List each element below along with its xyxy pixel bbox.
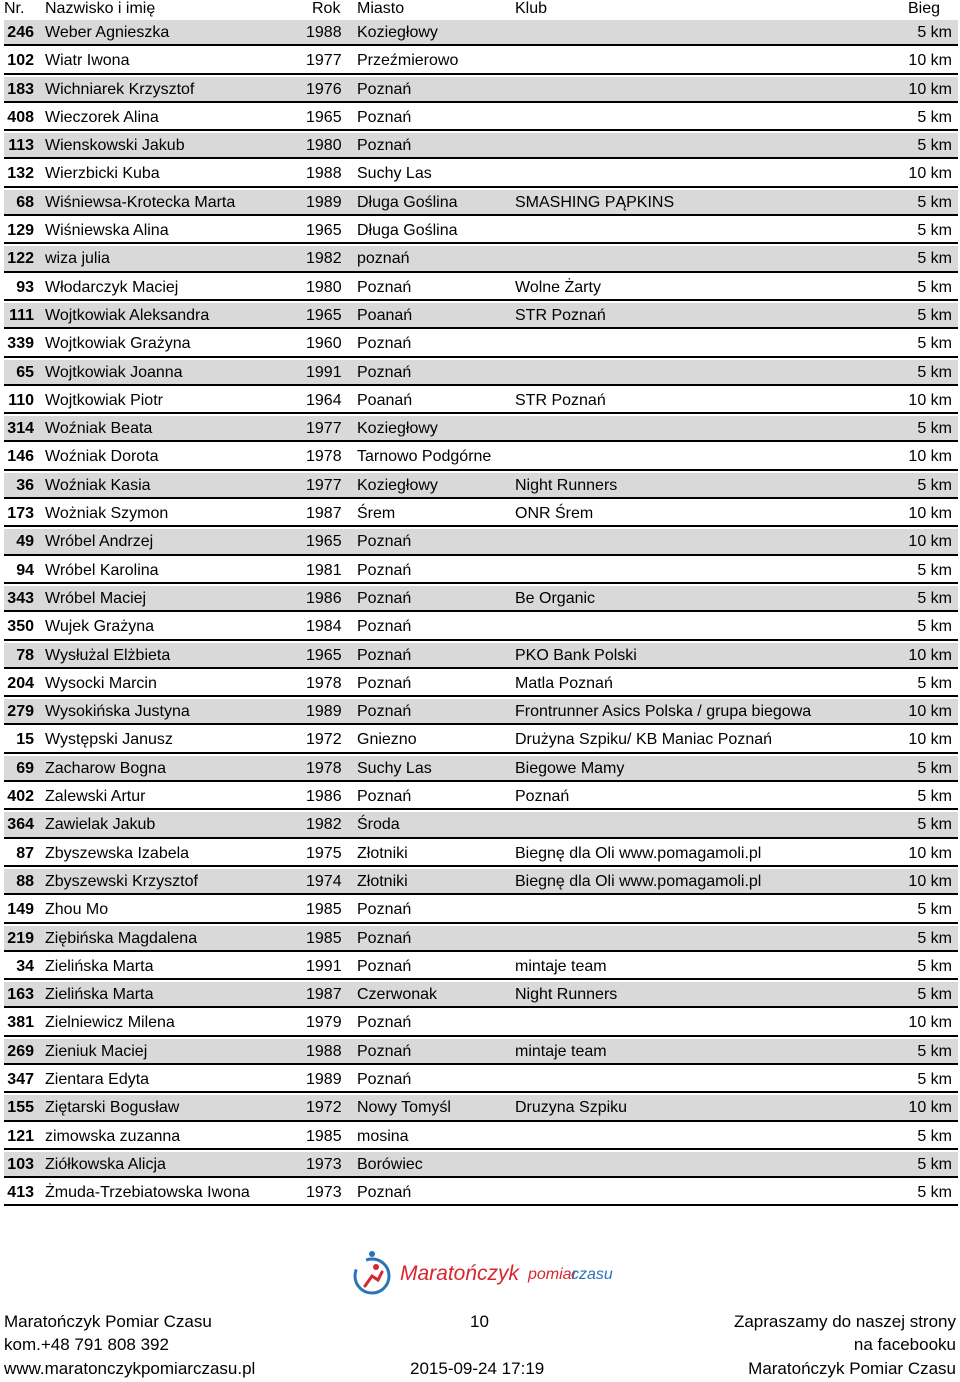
header-run: Bieg — [907, 0, 940, 17]
row-run: 5 km — [917, 108, 952, 126]
row-run: 10 km — [908, 80, 952, 98]
row-club: STR Poznań — [515, 391, 606, 409]
row-nr: 347 — [7, 1070, 34, 1088]
footer-phone: kom.+48 791 808 392 — [4, 1335, 169, 1354]
row-year: 1965 — [306, 306, 342, 324]
row-run: 5 km — [917, 901, 952, 919]
row-run: 5 km — [917, 957, 952, 975]
row-nr: 121 — [7, 1127, 34, 1145]
row-year: 1977 — [306, 420, 342, 438]
table-row — [4, 105, 958, 131]
row-city: Poznań — [357, 561, 412, 579]
row-year: 1989 — [306, 703, 342, 721]
row-nr: 402 — [7, 788, 34, 806]
row-city: mosina — [357, 1127, 409, 1145]
row-nr: 94 — [16, 561, 34, 579]
row-city: Koziegłowy — [357, 24, 438, 41]
row-year: 1978 — [306, 448, 342, 466]
row-nr: 219 — [7, 929, 34, 947]
table-row — [4, 558, 958, 584]
row-name: Wojtkowiak Piotr — [45, 391, 163, 409]
table-row — [4, 784, 958, 810]
row-run: 5 km — [917, 1070, 952, 1088]
row-nr: 129 — [7, 222, 34, 240]
row-city: Koziegłowy — [357, 476, 438, 494]
row-city: Poznań — [357, 80, 412, 98]
row-club: Wolne Żarty — [515, 278, 601, 296]
row-name: Wojtkowiak Joanna — [45, 363, 183, 381]
results-table — [4, 20, 958, 1208]
row-city: Poznań — [357, 1184, 412, 1202]
row-club: mintaje team — [515, 1042, 607, 1060]
row-city: Środa — [357, 816, 400, 834]
row-nr: 269 — [7, 1042, 34, 1060]
row-nr: 122 — [7, 250, 34, 268]
row-city: Poznań — [357, 363, 412, 381]
row-name: Ziółkowska Alicja — [45, 1155, 166, 1173]
table-row — [4, 869, 958, 895]
row-nr: 93 — [16, 278, 34, 296]
row-name: Wiśniewska Alina — [45, 222, 169, 240]
row-nr: 149 — [7, 901, 34, 919]
row-club: Matla Poznań — [515, 674, 613, 692]
row-nr: 132 — [7, 165, 34, 183]
logo-sub1: pomiar — [528, 1266, 577, 1283]
row-city: Poznań — [357, 674, 412, 692]
row-year: 1960 — [306, 335, 342, 353]
footer-company-right: Maratończyk Pomiar Czasu — [748, 1359, 956, 1378]
row-name: Wiśniewsa-Krotecka Marta — [45, 193, 236, 211]
row-run: 10 km — [908, 731, 952, 749]
row-name: Wysokińska Justyna — [45, 703, 190, 721]
row-run: 5 km — [917, 363, 952, 381]
row-city: Długa Goślina — [357, 222, 458, 240]
row-year: 1972 — [306, 731, 342, 749]
row-nr: 183 — [7, 80, 34, 98]
table-row — [4, 501, 958, 527]
row-city: Przeźmierowo — [357, 52, 459, 70]
logo-brand: Maratończyk — [400, 1262, 520, 1285]
row-year: 1973 — [306, 1155, 342, 1173]
row-name: Zacharow Bogna — [45, 759, 166, 777]
row-club: Night Runners — [515, 476, 618, 494]
row-run: 5 km — [917, 788, 952, 806]
row-nr: 408 — [7, 108, 34, 126]
table-row — [4, 48, 958, 74]
row-city: Poznań — [357, 278, 412, 296]
row-year: 1972 — [306, 1099, 342, 1117]
table-row — [4, 303, 958, 329]
table-row — [4, 360, 958, 386]
row-name: Wierzbicki Kuba — [45, 165, 160, 183]
maratonczyk-logo — [352, 1250, 612, 1298]
table-row — [4, 812, 958, 838]
table-row — [4, 529, 958, 555]
table-row — [4, 1010, 958, 1036]
table-row — [4, 614, 958, 640]
row-run: 5 km — [917, 618, 952, 636]
row-city: Śrem — [357, 505, 396, 523]
row-city: Złotniki — [357, 872, 408, 890]
row-nr: 102 — [7, 52, 34, 70]
row-city: Złotniki — [357, 844, 408, 862]
footer-datetime: 2015-09-24 17:19 — [410, 1359, 545, 1378]
row-club: Poznań — [515, 788, 570, 806]
row-city: Poanań — [357, 391, 413, 409]
row-club: Biegnę dla Oli www.pomagamoli.pl — [515, 844, 762, 862]
header-nr: Nr. — [4, 0, 25, 17]
row-year: 1965 — [306, 222, 342, 240]
row-year: 1974 — [306, 872, 342, 890]
row-name: Wiatr Iwona — [45, 52, 130, 70]
row-year: 1988 — [306, 165, 342, 183]
row-run: 5 km — [917, 929, 952, 947]
row-nr: 49 — [16, 533, 34, 551]
table-row — [4, 161, 958, 187]
row-nr: 364 — [7, 816, 34, 834]
row-nr: 155 — [7, 1099, 34, 1117]
row-name: Zawielak Jakub — [45, 816, 156, 834]
row-nr: 34 — [16, 957, 34, 975]
row-nr: 78 — [16, 646, 34, 664]
row-club: Be Organic — [515, 589, 596, 607]
row-year: 1985 — [306, 929, 342, 947]
row-name: Wieczorek Alina — [45, 108, 159, 126]
footer-page-number: 10 — [470, 1312, 489, 1331]
row-city: Poznań — [357, 929, 412, 947]
row-name: Wienskowski Jakub — [45, 137, 185, 155]
row-year: 1991 — [306, 363, 342, 381]
row-year: 1987 — [306, 505, 342, 523]
row-run: 5 km — [917, 335, 952, 353]
row-year: 1977 — [306, 52, 342, 70]
header-name: Nazwisko i imię — [45, 0, 156, 17]
row-club: ONR Śrem — [515, 505, 594, 523]
row-run: 5 km — [917, 306, 952, 324]
table-row — [4, 1152, 958, 1178]
row-city: Suchy Las — [357, 759, 432, 777]
row-run: 5 km — [917, 193, 952, 211]
row-run: 5 km — [917, 674, 952, 692]
row-name: Woźniak Dorota — [45, 448, 159, 466]
row-name: Ziębińska Magdalena — [45, 929, 198, 947]
row-nr: 68 — [16, 193, 34, 211]
row-city: Poanań — [357, 306, 413, 324]
row-city: Poznań — [357, 335, 412, 353]
row-city: Długa Goślina — [357, 193, 458, 211]
table-row — [4, 1067, 958, 1093]
row-nr: 413 — [7, 1184, 34, 1202]
row-year: 1982 — [306, 250, 342, 268]
row-nr: 111 — [9, 306, 34, 324]
row-year: 1985 — [306, 901, 342, 919]
table-row — [4, 1039, 958, 1065]
row-city: Koziegłowy — [357, 420, 438, 438]
row-run: 10 km — [908, 448, 952, 466]
table-row — [4, 77, 958, 103]
table-row — [4, 133, 958, 159]
row-year: 1978 — [306, 674, 342, 692]
row-nr: 204 — [7, 674, 34, 692]
row-run: 10 km — [908, 1014, 952, 1032]
row-run: 5 km — [917, 1155, 952, 1173]
row-run: 10 km — [908, 391, 952, 409]
row-club: PKO Bank Polski — [515, 646, 637, 664]
table-row — [4, 246, 958, 272]
row-run: 5 km — [917, 420, 952, 438]
table-row — [4, 444, 958, 470]
row-name: Wujek Grażyna — [45, 618, 155, 636]
row-name: Zielińska Marta — [45, 957, 154, 975]
row-city: poznań — [357, 250, 410, 268]
row-city: Gniezno — [357, 731, 417, 749]
row-club: Biegowe Mamy — [515, 759, 625, 777]
table-row — [4, 275, 958, 301]
row-run: 5 km — [917, 476, 952, 494]
row-city: Tarnowo Podgórne — [357, 448, 492, 466]
row-name: wiza julia — [45, 250, 110, 268]
row-name: Występski Janusz — [45, 731, 173, 749]
row-name: Zbyszewski Krzysztof — [45, 872, 198, 890]
row-year: 1987 — [306, 986, 342, 1004]
row-run: 10 km — [908, 505, 952, 523]
row-nr: 381 — [7, 1014, 34, 1032]
row-nr: 163 — [7, 986, 34, 1004]
table-row — [4, 982, 958, 1008]
row-name: Wysocki Marcin — [45, 674, 157, 692]
row-nr: 65 — [16, 363, 34, 381]
row-run: 5 km — [917, 561, 952, 579]
row-year: 1964 — [306, 391, 342, 409]
row-run: 5 km — [917, 222, 952, 240]
row-city: Poznań — [357, 1070, 412, 1088]
row-run: 10 km — [908, 844, 952, 862]
row-name: Zielniewicz Milena — [45, 1014, 175, 1032]
row-year: 1989 — [306, 1070, 342, 1088]
row-name: Woźniak Kasia — [45, 476, 151, 494]
row-nr: 350 — [7, 618, 34, 636]
row-name: Zalewski Artur — [45, 788, 146, 806]
table-row — [4, 897, 958, 923]
row-run: 5 km — [917, 250, 952, 268]
row-year: 1973 — [306, 1184, 342, 1202]
row-year: 1988 — [306, 1042, 342, 1060]
row-club: Night Runners — [515, 986, 618, 1004]
table-row — [4, 1124, 958, 1150]
row-run: 10 km — [908, 533, 952, 551]
row-year: 1991 — [306, 957, 342, 975]
row-run: 5 km — [917, 986, 952, 1004]
footer-facebook: na facebooku — [853, 1335, 956, 1354]
row-name: Zientara Edyta — [45, 1070, 150, 1088]
row-name: Weber Agnieszka — [45, 24, 170, 41]
row-year: 1985 — [306, 1127, 342, 1145]
row-nr: 246 — [7, 24, 34, 41]
row-nr: 87 — [16, 844, 34, 862]
row-club: SMASHING PĄPKINS — [515, 193, 675, 211]
row-name: Żmuda-Trzebiatowska Iwona — [45, 1184, 250, 1202]
table-header — [0, 0, 960, 20]
row-name: Wożniak Szymon — [45, 505, 169, 523]
row-city: Poznań — [357, 703, 412, 721]
row-run: 10 km — [908, 646, 952, 664]
row-name: Wróbel Maciej — [45, 589, 147, 607]
row-club: Frontrunner Asics Polska / grupa biegowa — [515, 703, 812, 721]
row-run: 5 km — [917, 816, 952, 834]
table-row — [4, 643, 958, 669]
row-nr: 339 — [7, 335, 34, 353]
row-nr: 110 — [8, 391, 34, 409]
row-name: Zbyszewska Izabela — [45, 844, 190, 862]
table-row — [4, 190, 958, 216]
row-nr: 173 — [7, 505, 34, 523]
row-name: Włodarczyk Maciej — [45, 278, 179, 296]
row-year: 1986 — [306, 589, 342, 607]
row-year: 1976 — [306, 80, 342, 98]
row-year: 1980 — [306, 278, 342, 296]
row-nr: 69 — [16, 759, 34, 777]
row-city: Poznań — [357, 1014, 412, 1032]
table-row — [4, 699, 958, 725]
table-row — [4, 218, 958, 244]
row-run: 10 km — [908, 872, 952, 890]
table-row — [4, 473, 958, 499]
row-city: Poznań — [357, 1042, 412, 1060]
table-row — [4, 841, 958, 867]
row-city: Poznań — [357, 957, 412, 975]
row-city: Poznań — [357, 589, 412, 607]
row-name: Woźniak Beata — [45, 420, 153, 438]
row-run: 10 km — [908, 1099, 952, 1117]
footer-website: www.maratonczykpomiarczasu.pl — [4, 1359, 256, 1378]
row-run: 10 km — [908, 165, 952, 183]
row-year: 1982 — [306, 816, 342, 834]
table-row — [4, 926, 958, 952]
row-city: Poznań — [357, 137, 412, 155]
row-nr: 279 — [7, 703, 34, 721]
footer-company: Maratończyk Pomiar Czasu — [4, 1312, 212, 1331]
row-year: 1980 — [306, 137, 342, 155]
table-row — [4, 756, 958, 782]
row-name: Wichniarek Krzysztof — [45, 80, 195, 98]
row-name: Zieniuk Maciej — [45, 1042, 148, 1060]
row-run: 5 km — [917, 24, 952, 41]
row-run: 10 km — [908, 703, 952, 721]
row-run: 5 km — [917, 1184, 952, 1202]
row-nr: 88 — [16, 872, 34, 890]
row-city: Poznań — [357, 901, 412, 919]
row-club: Drużyna Szpiku/ KB Maniac Poznań — [515, 731, 773, 749]
table-row — [4, 954, 958, 980]
row-run: 5 km — [917, 589, 952, 607]
row-year: 1988 — [306, 24, 342, 41]
table-row — [4, 1180, 958, 1206]
table-row — [4, 331, 958, 357]
header-city: Miasto — [357, 0, 405, 17]
row-year: 1977 — [306, 476, 342, 494]
footer-invite: Zapraszamy do naszej strony — [733, 1312, 956, 1331]
row-year: 1965 — [306, 646, 342, 664]
row-name: Zielińska Marta — [45, 986, 154, 1004]
table-row — [4, 388, 958, 414]
row-name: Wojtkowiak Grażyna — [45, 335, 191, 353]
row-name: Zhou Mo — [45, 901, 109, 919]
row-city: Poznań — [357, 533, 412, 551]
row-run: 5 km — [917, 1127, 952, 1145]
row-name: Wojtkowiak Aleksandra — [45, 306, 210, 324]
row-year: 1965 — [306, 533, 342, 551]
row-nr: 15 — [16, 731, 34, 749]
row-nr: 343 — [7, 589, 34, 607]
row-year: 1989 — [306, 193, 342, 211]
row-year: 1981 — [306, 561, 342, 579]
row-club: STR Poznań — [515, 306, 606, 324]
row-city: Borówiec — [357, 1155, 423, 1173]
row-year: 1986 — [306, 788, 342, 806]
row-run: 5 km — [917, 759, 952, 777]
row-name: Ziętarski Bogusław — [45, 1099, 180, 1117]
row-nr: 113 — [8, 137, 34, 155]
row-city: Poznań — [357, 108, 412, 126]
row-year: 1965 — [306, 108, 342, 126]
row-nr: 146 — [7, 448, 34, 466]
table-row — [4, 671, 958, 697]
row-club: mintaje team — [515, 957, 607, 975]
row-club: Biegnę dla Oli www.pomagamoli.pl — [515, 872, 762, 890]
row-city: Poznań — [357, 646, 412, 664]
row-run: 10 km — [908, 52, 952, 70]
row-city: Suchy Las — [357, 165, 432, 183]
table-row — [4, 727, 958, 753]
table-row — [4, 416, 958, 442]
row-nr: 103 — [7, 1155, 34, 1173]
row-year: 1984 — [306, 618, 342, 636]
row-name: Wróbel Karolina — [45, 561, 159, 579]
row-nr: 314 — [7, 420, 34, 438]
row-year: 1975 — [306, 844, 342, 862]
row-nr: 36 — [16, 476, 34, 494]
row-city: Poznań — [357, 788, 412, 806]
row-run: 5 km — [917, 1042, 952, 1060]
table-row — [4, 586, 958, 612]
row-city: Czerwonak — [357, 986, 438, 1004]
row-run: 5 km — [917, 137, 952, 155]
row-city: Nowy Tomyśl — [357, 1099, 451, 1117]
row-city: Poznań — [357, 618, 412, 636]
row-year: 1978 — [306, 759, 342, 777]
row-name: zimowska zuzanna — [45, 1127, 181, 1145]
table-row — [4, 20, 958, 46]
header-club: Klub — [515, 0, 548, 17]
header-year: Rok — [312, 0, 341, 17]
row-club: Druzyna Szpiku — [515, 1099, 628, 1117]
table-row — [4, 1095, 958, 1121]
row-name: Wysłużal Elżbieta — [45, 646, 171, 664]
row-name: Wróbel Andrzej — [45, 533, 154, 551]
row-year: 1979 — [306, 1014, 342, 1032]
logo-sub2: czasu — [571, 1266, 613, 1283]
row-run: 5 km — [917, 278, 952, 296]
